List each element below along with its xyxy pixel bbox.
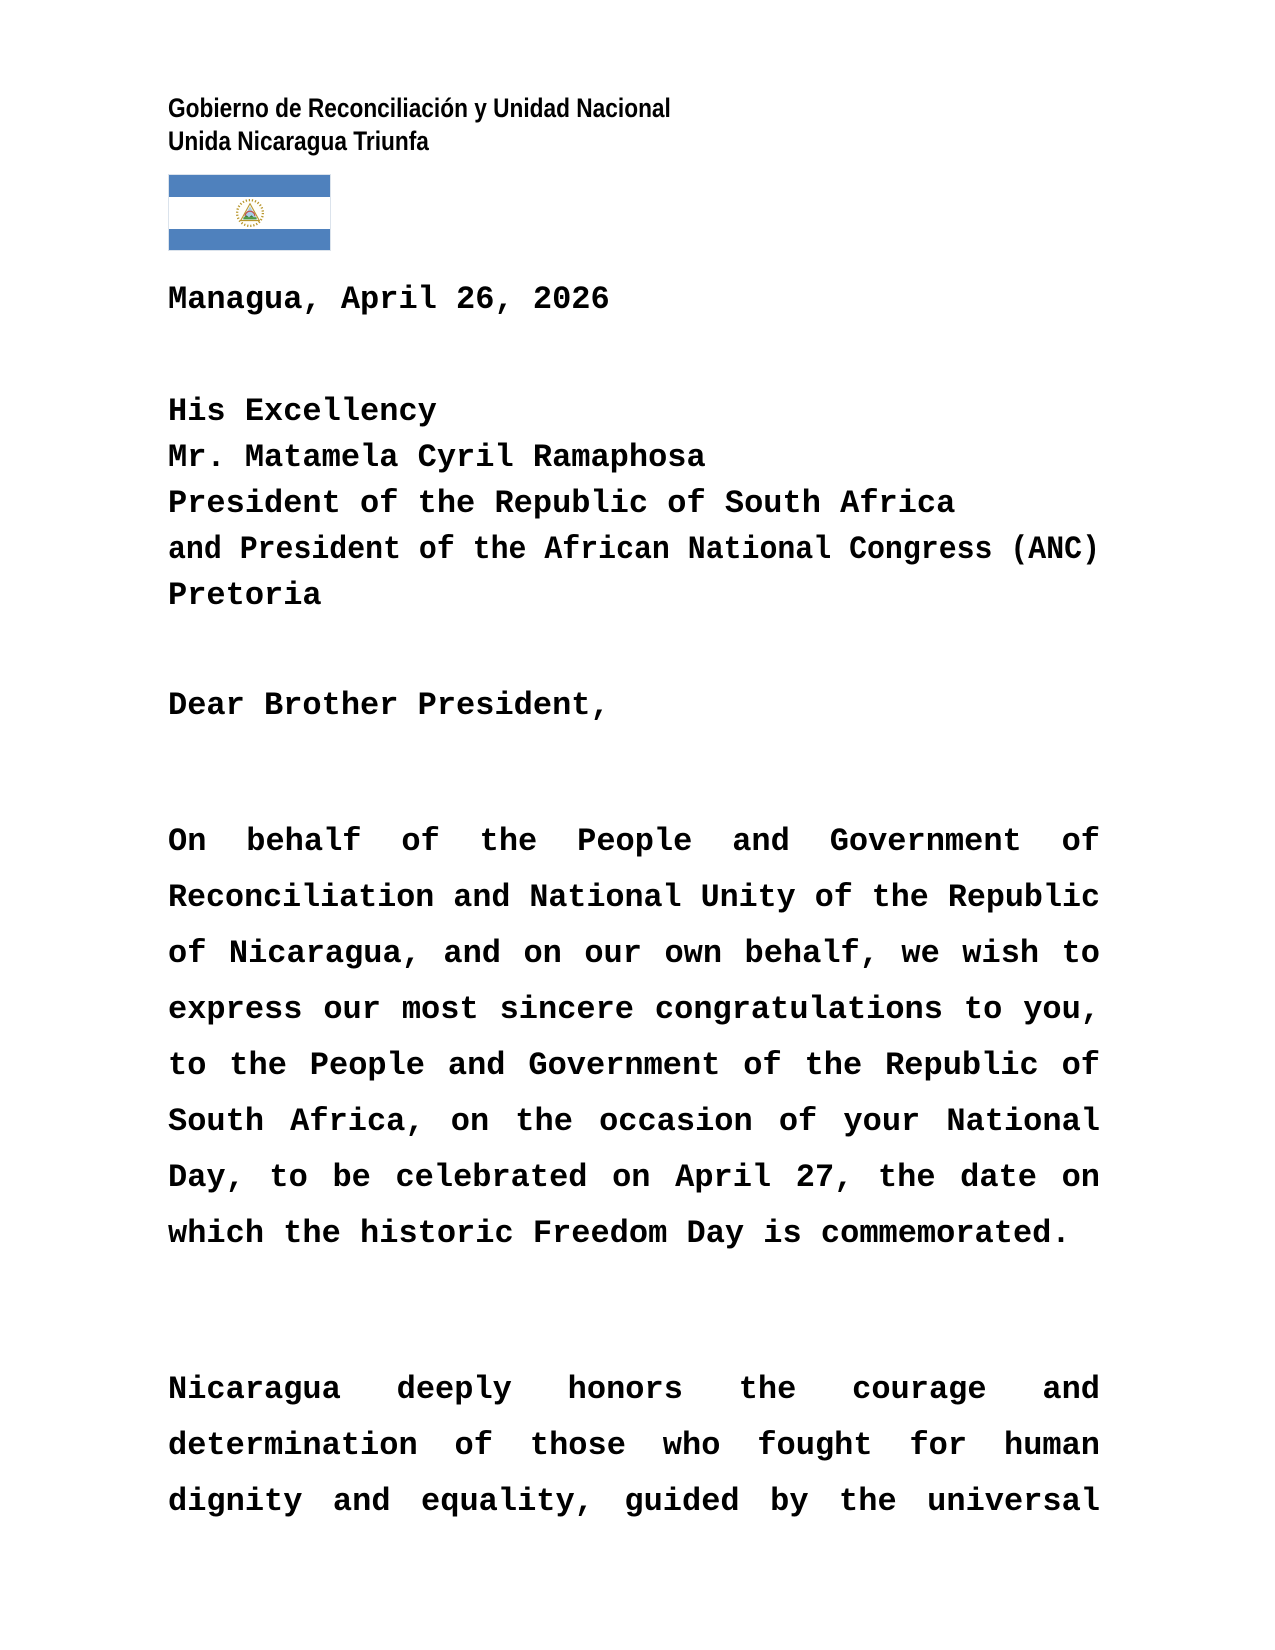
dateline-text: Managua, April 26, 2026: [168, 281, 610, 318]
letter-line-text: to the People and Government of the Republic of: [168, 1047, 1100, 1084]
salutation: [168, 683, 1100, 729]
letterhead-line1: Gobierno de Reconciliación y Unidad Nacional: [168, 93, 671, 123]
salutation-text: Dear Brother President,: [168, 687, 610, 724]
letter-line: [168, 870, 1100, 926]
recipient-line-text: His Excellency: [168, 393, 437, 430]
coat-of-arms-icon: [232, 197, 268, 229]
recipient-line: [168, 389, 1100, 435]
recipient-line: [168, 481, 1100, 527]
letter-line-text: which the historic Freedom Day is commemorated.: [168, 1215, 1071, 1252]
nicaragua-flag: [168, 174, 331, 251]
letter-line: [168, 982, 1100, 1038]
letter-body: [168, 814, 1100, 1530]
letter-paragraph: [168, 1362, 1100, 1530]
letter-line-text: South Africa, on the occasion of your National: [168, 1103, 1100, 1140]
recipient-line: [168, 527, 1100, 573]
letter-line-text: On behalf of the People and Government of: [168, 823, 1100, 860]
flag-blue-stripe-top: [169, 175, 330, 197]
flag-white-stripe: [169, 197, 330, 229]
letter-line-text: Reconciliation and National Unity of the Republic: [168, 879, 1100, 916]
letter-line-text: dignity and equality, guided by the universal: [168, 1483, 1100, 1520]
letter-line: [168, 814, 1100, 870]
letterhead: [168, 92, 1100, 158]
letter-line: [168, 1362, 1100, 1418]
letter-line-text: of Nicaragua, and on our own behalf, we wish to: [168, 935, 1100, 972]
letterhead-line2: Unida Nicaragua Triunfa: [168, 126, 429, 156]
letter-line-text: Day, to be celebrated on April 27, the date on: [168, 1159, 1100, 1196]
recipient-address: [168, 389, 1100, 619]
letter-line: [168, 1094, 1100, 1150]
letter-line: [168, 1038, 1100, 1094]
letter-paragraph: [168, 814, 1100, 1262]
letter-line: [168, 1474, 1100, 1530]
letter-line: [168, 1418, 1100, 1474]
recipient-line-text: and President of the African National Congress (ANC): [168, 531, 1100, 568]
recipient-line-text: Pretoria: [168, 577, 322, 614]
letter-line: [168, 926, 1100, 982]
flag-blue-stripe-bottom: [169, 229, 330, 251]
recipient-line: [168, 435, 1100, 481]
letter-line-text: Nicaragua deeply honors the courage and: [168, 1371, 1100, 1408]
letter-line: [168, 1150, 1100, 1206]
letter-line-text: express our most sincere congratulations to you,: [168, 991, 1100, 1028]
recipient-line-text: President of the Republic of South Africa: [168, 485, 956, 522]
recipient-line: [168, 573, 1100, 619]
recipient-line-text: Mr. Matamela Cyril Ramaphosa: [168, 439, 706, 476]
letter-line-text: determination of those who fought for human: [168, 1427, 1100, 1464]
letter-line: [168, 1206, 1100, 1262]
dateline: [168, 277, 1100, 323]
